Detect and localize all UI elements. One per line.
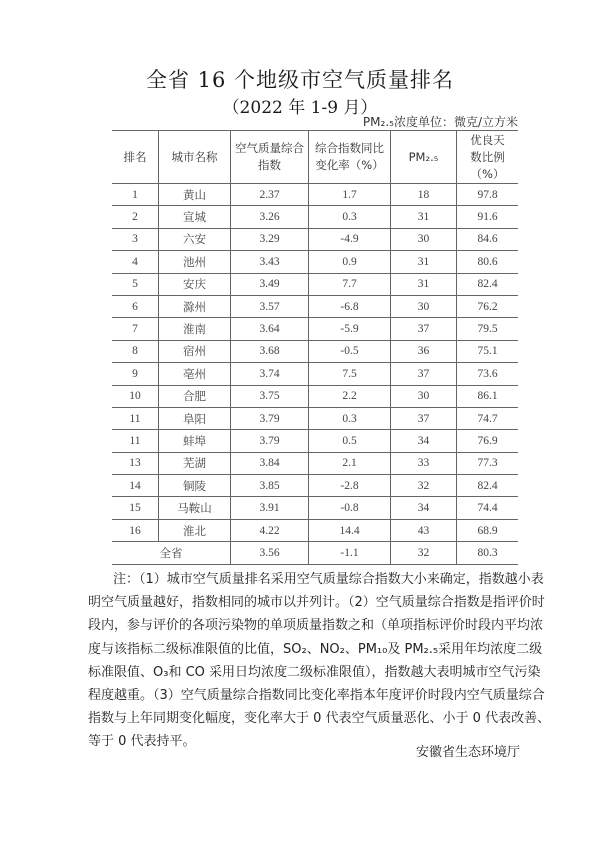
index-cell: 3.85 <box>231 475 309 497</box>
city-cell: 安庆 <box>159 273 231 295</box>
pm25-cell: 31 <box>391 273 457 295</box>
pm25-cell: 37 <box>391 407 457 429</box>
page-title: 全省 16 个地级市空气质量排名 <box>145 68 455 92</box>
note-line: 度与该指标二级标准限值的比值，SO₂、NO₂、PM₁₀及 PM₂.₅采用年均浓度二级 <box>88 641 543 657</box>
index-cell: 3.74 <box>231 363 309 385</box>
pm25-cell: 36 <box>391 340 457 362</box>
good-days-cell: 74.4 <box>457 497 519 519</box>
city-cell: 淮北 <box>159 519 231 541</box>
change-cell: 0.5 <box>309 430 391 452</box>
index-cell: 3.84 <box>231 452 309 474</box>
pm25-cell: 37 <box>391 363 457 385</box>
table-row <box>112 497 518 519</box>
total-index: 3.56 <box>231 542 309 564</box>
rank-cell: 6 <box>112 295 159 317</box>
table-row <box>112 363 518 385</box>
total-change: -1.1 <box>309 542 391 564</box>
good-days-cell: 84.6 <box>457 228 519 250</box>
index-cell: 3.91 <box>231 497 309 519</box>
pm25-cell: 34 <box>391 430 457 452</box>
note-line: 程度越重。（3）空气质量综合指数同比变化率指本年度评价时段内空气质量综合 <box>88 687 545 703</box>
note-line: 指数与上年同期变化幅度，变化率大于 0 代表空气质量恶化、小于 0 代表改善、 <box>88 711 551 727</box>
total-good-days: 80.3 <box>457 542 519 564</box>
total-row <box>112 542 518 564</box>
table-row <box>112 519 518 541</box>
table-row <box>112 184 518 206</box>
rank-cell: 9 <box>112 363 159 385</box>
change-cell: 7.5 <box>309 363 391 385</box>
rank-cell: 11 <box>112 407 159 429</box>
rank-cell: 10 <box>112 385 159 407</box>
pm25-cell: 18 <box>391 184 457 206</box>
change-cell: 0.3 <box>309 206 391 228</box>
city-cell: 合肥 <box>159 385 231 407</box>
city-cell: 阜阳 <box>159 407 231 429</box>
note-line: 段内，参与评价的各项污染物的单项质量指数之和（单项指标评价时段内平均浓 <box>88 618 544 634</box>
header-index: 空气质量综合指数 <box>231 131 309 184</box>
table-row <box>112 430 518 452</box>
index-cell: 3.64 <box>231 318 309 340</box>
rank-cell: 13 <box>112 452 159 474</box>
table-row <box>112 452 518 474</box>
city-cell: 宣城 <box>159 206 231 228</box>
index-cell: 3.43 <box>231 251 309 273</box>
table-row <box>112 340 518 362</box>
pm25-cell: 43 <box>391 519 457 541</box>
rank-cell: 11 <box>112 430 159 452</box>
index-cell: 3.57 <box>231 295 309 317</box>
good-days-cell: 80.6 <box>457 251 519 273</box>
note-line: 注：（1）城市空气质量排名采用空气质量综合指数大小来确定，指数越小表 <box>113 572 544 587</box>
change-cell: 1.7 <box>309 184 391 206</box>
city-cell: 淮南 <box>159 318 231 340</box>
good-days-cell: 74.7 <box>457 407 519 429</box>
pm25-cell: 34 <box>391 497 457 519</box>
rank-cell: 14 <box>112 475 159 497</box>
change-cell: -4.9 <box>309 228 391 250</box>
change-cell: 2.1 <box>309 452 391 474</box>
pm25-cell: 30 <box>391 295 457 317</box>
total-pm25: 32 <box>391 542 457 564</box>
header-change: 综合指数同比变化率（%） <box>309 131 391 184</box>
good-days-cell: 79.5 <box>457 318 519 340</box>
pm25-cell: 31 <box>391 206 457 228</box>
table-row <box>112 273 518 295</box>
change-cell: -6.8 <box>309 295 391 317</box>
city-cell: 滁州 <box>159 295 231 317</box>
change-cell: 2.2 <box>309 385 391 407</box>
city-cell: 蚌埠 <box>159 430 231 452</box>
good-days-cell: 73.6 <box>457 363 519 385</box>
index-cell: 3.49 <box>231 273 309 295</box>
pm25-cell: 30 <box>391 385 457 407</box>
table-row <box>112 475 518 497</box>
table-row <box>112 228 518 250</box>
index-cell: 3.79 <box>231 407 309 429</box>
city-cell: 马鞍山 <box>159 497 231 519</box>
city-cell: 宿州 <box>159 340 231 362</box>
notes <box>88 568 551 754</box>
good-days-cell: 76.9 <box>457 430 519 452</box>
change-cell: 7.7 <box>309 273 391 295</box>
header-rank: 排名 <box>112 131 159 184</box>
city-cell: 芜湖 <box>159 452 231 474</box>
good-days-cell: 91.6 <box>457 206 519 228</box>
table-row <box>112 206 518 228</box>
header-pm25: PM₂.₅ <box>391 131 457 184</box>
city-cell: 铜陵 <box>159 475 231 497</box>
city-cell: 六安 <box>159 228 231 250</box>
table-row <box>112 318 518 340</box>
rank-cell: 4 <box>112 251 159 273</box>
change-cell: -5.9 <box>309 318 391 340</box>
table-header-row <box>112 131 518 184</box>
city-cell: 黄山 <box>159 184 231 206</box>
index-cell: 3.68 <box>231 340 309 362</box>
table-row <box>112 295 518 317</box>
good-days-cell: 97.8 <box>457 184 519 206</box>
good-days-cell: 77.3 <box>457 452 519 474</box>
city-cell: 池州 <box>159 251 231 273</box>
table-row <box>112 385 518 407</box>
change-cell: -2.8 <box>309 475 391 497</box>
table-row <box>112 251 518 273</box>
pm25-cell: 31 <box>391 251 457 273</box>
note-line: 等于 0 代表持平。 <box>88 734 196 750</box>
note-line: 标准限值、O₃和 CO 采用日均浓度二级标准限值），指数越大表明城市空气污染 <box>88 664 541 680</box>
pm25-cell: 30 <box>391 228 457 250</box>
rank-cell: 2 <box>112 206 159 228</box>
rank-cell: 16 <box>112 519 159 541</box>
header-good-days: 优良天数比例（%） <box>457 131 519 184</box>
index-cell: 3.75 <box>231 385 309 407</box>
good-days-cell: 76.2 <box>457 295 519 317</box>
rank-cell: 1 <box>112 184 159 206</box>
index-cell: 4.22 <box>231 519 309 541</box>
unit-note: PM₂.₅浓度单位：微克/立方米 <box>362 115 518 129</box>
change-cell: 14.4 <box>309 519 391 541</box>
change-cell: 0.9 <box>309 251 391 273</box>
table-row <box>112 407 518 429</box>
change-cell: -0.8 <box>309 497 391 519</box>
pm25-cell: 32 <box>391 475 457 497</box>
index-cell: 2.37 <box>231 184 309 206</box>
good-days-cell: 75.1 <box>457 340 519 362</box>
rank-cell: 15 <box>112 497 159 519</box>
issuer: 安徽省生态环境厅 <box>415 745 520 760</box>
note-line: 明空气质量越好，指数相同的城市以并列计。（2）空气质量综合指数是指评价时 <box>88 595 545 611</box>
change-cell: 0.3 <box>309 407 391 429</box>
good-days-cell: 82.4 <box>457 273 519 295</box>
ranking-table <box>112 130 518 565</box>
index-cell: 3.79 <box>231 430 309 452</box>
good-days-cell: 86.1 <box>457 385 519 407</box>
pm25-cell: 33 <box>391 452 457 474</box>
city-cell: 亳州 <box>159 363 231 385</box>
total-label: 全省 <box>112 542 231 564</box>
pm25-cell: 37 <box>391 318 457 340</box>
good-days-cell: 82.4 <box>457 475 519 497</box>
header-city: 城市名称 <box>159 131 231 184</box>
good-days-cell: 68.9 <box>457 519 519 541</box>
page-subtitle: （2022 年 1-9 月） <box>222 98 378 118</box>
rank-cell: 8 <box>112 340 159 362</box>
rank-cell: 7 <box>112 318 159 340</box>
change-cell: -0.5 <box>309 340 391 362</box>
rank-cell: 5 <box>112 273 159 295</box>
index-cell: 3.26 <box>231 206 309 228</box>
rank-cell: 3 <box>112 228 159 250</box>
index-cell: 3.29 <box>231 228 309 250</box>
